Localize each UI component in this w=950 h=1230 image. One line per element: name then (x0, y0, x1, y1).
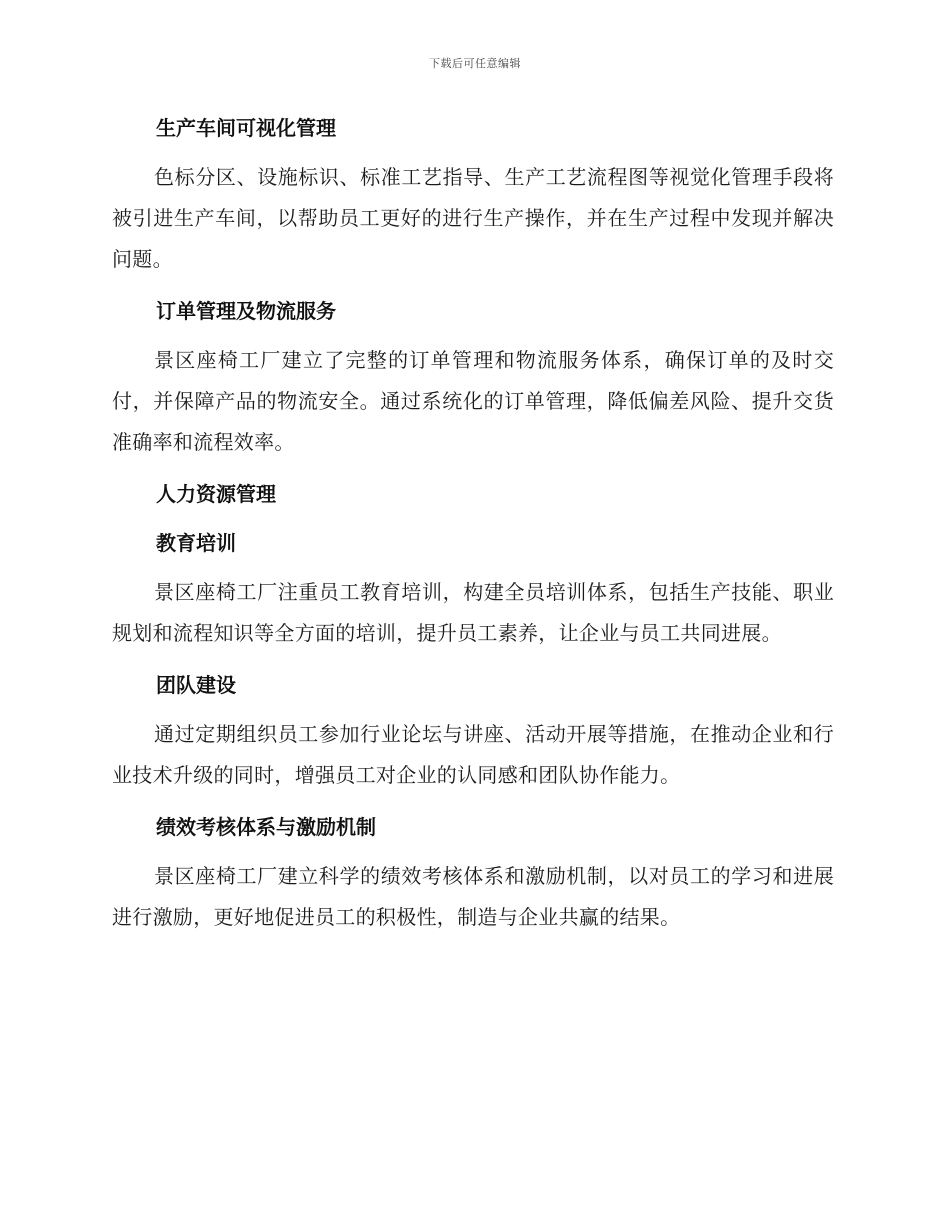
section-heading-team-building: 团队建设 (156, 673, 236, 697)
document-body (112, 108, 834, 949)
section-heading-human-resources: 人力资源管理 (156, 482, 276, 506)
section-heading-workshop-visual-management: 生产车间可视化管理 (156, 116, 336, 140)
paragraph-education-training: 景区座椅工厂注重员工教育培训，构建全员培训体系，包括生产技能、职业规划和流程知识等全方面的培训，提升员工素养，让企业与员工共同进展。 (112, 580, 834, 645)
page-header: 下载后可任意编辑 (429, 57, 521, 70)
paragraph-workshop-visual-management: 色标分区、设施标识、标准工艺指导、生产工艺流程图等视觉化管理手段将被引进生产车间，以帮助员工更好的进行生产操作，并在生产过程中发现并解决问题。 (112, 165, 834, 271)
section-heading-order-logistics: 订单管理及物流服务 (156, 299, 336, 323)
paragraph-team-building: 通过定期组织员工参加行业论坛与讲座、活动开展等措施，在推动企业和行业技术升级的同时，增强员工对企业的认同感和团队协作能力。 (112, 722, 834, 787)
paragraph-order-logistics: 景区座椅工厂建立了完整的订单管理和物流服务体系，确保订单的及时交付，并保障产品的物流安全。通过系统化的订单管理，降低偏差风险、提升交货准确率和流程效率。 (112, 348, 834, 454)
section-heading-performance-incentive: 绩效考核体系与激励机制 (156, 815, 376, 839)
paragraph-performance-incentive: 景区座椅工厂建立科学的绩效考核体系和激励机制，以对员工的学习和进展进行激励，更好地促进员工的积极性，制造与企业共赢的结果。 (112, 864, 834, 929)
section-heading-education-training: 教育培训 (156, 531, 236, 555)
